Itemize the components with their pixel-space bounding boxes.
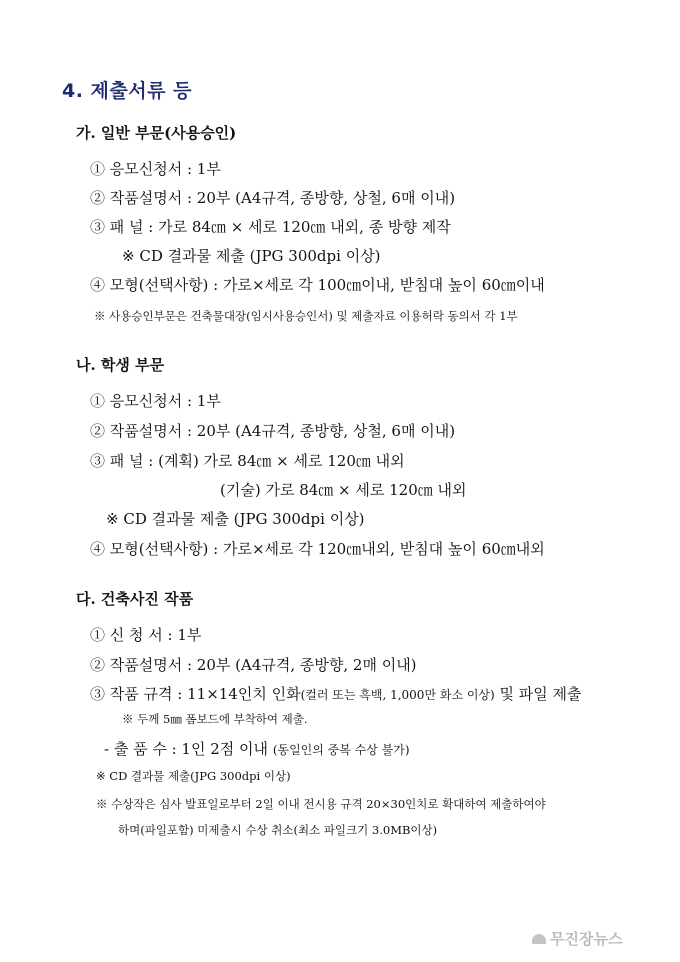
watermark-logo [532,928,622,949]
note-item: ※ CD 결과물 제출(JPG 300dpi 이상) [96,769,291,783]
list-item: ③ 패 널 : (계획) 가로 84㎝ × 세로 120㎝ 내외 [90,452,405,470]
list-item: ② 작품설명서 : 20부 (A4규격, 종방향, 상철, 6매 이내) [90,422,456,440]
list-item: ① 응모신청서 : 1부 [90,160,221,178]
note-item: ※ CD 결과물 제출 (JPG 300dpi 이상) [106,510,365,528]
list-item: ② 작품설명서 : 20부 (A4규격, 종방향, 상철, 6매 이내) [90,189,456,207]
item-detail: (동일인의 중복 수상 불가) [272,743,410,757]
list-item: ② 작품설명서 : 20부 (A4규격, 종방향, 2매 이내) [90,656,417,674]
list-item-continuation: (기술) 가로 84㎝ × 세로 120㎝ 내외 [220,481,467,499]
item-value-suffix: 및 파일 제출 [499,685,582,703]
list-item: ④ 모형(선택사항) : 가로×세로 각 120㎝내외, 받침대 높이 60㎝내외 [90,540,545,558]
watermark-icon [532,934,546,944]
note-item: ※ 사용승인부문은 건축물대장(임시사용승인서) 및 제출자료 이용허락 동의서 각 1부 [94,309,518,323]
list-item [104,738,410,759]
note-item: ※ 두께 5㎜ 폼보드에 부착하여 제출. [122,712,308,726]
note-item: ※ 수상작은 심사 발표일로부터 2일 이내 전시용 규격 20×30인치로 확대하여 제출하여야 [96,797,546,811]
item-label: - 출 품 수 : 1인 2점 이내 [104,740,269,758]
item-label: ③ 작품 규격 : [90,685,183,703]
list-item: ④ 모형(선택사항) : 가로×세로 각 100㎝이내, 받침대 높이 60㎝이내 [90,276,545,294]
section-heading: 4. 제출서류 등 [62,80,192,102]
list-item: ① 신 청 서 : 1부 [90,626,202,644]
list-item: ③ 패 널 : 가로 84㎝ × 세로 120㎝ 내외, 종 방향 제작 [90,218,451,236]
subsection-title-general: 가. 일반 부문(사용승인) [76,124,237,142]
list-item: ① 응모신청서 : 1부 [90,392,221,410]
watermark-text: 무진장뉴스 [550,930,623,948]
item-value: 11×14인치 인화 [187,685,301,703]
note-item: ※ CD 결과물 제출 (JPG 300dpi 이상) [122,247,381,265]
note-item-continuation: 하며(파일포함) 미제출시 수상 취소(최소 파일크기 3.0MB이상) [118,823,438,837]
subsection-title-student: 나. 학생 부문 [76,356,165,374]
list-item [90,683,582,704]
item-detail: (컬러 또는 흑백, 1,000만 화소 이상) [300,688,495,702]
subsection-title-photo: 다. 건축사진 작품 [76,590,194,608]
